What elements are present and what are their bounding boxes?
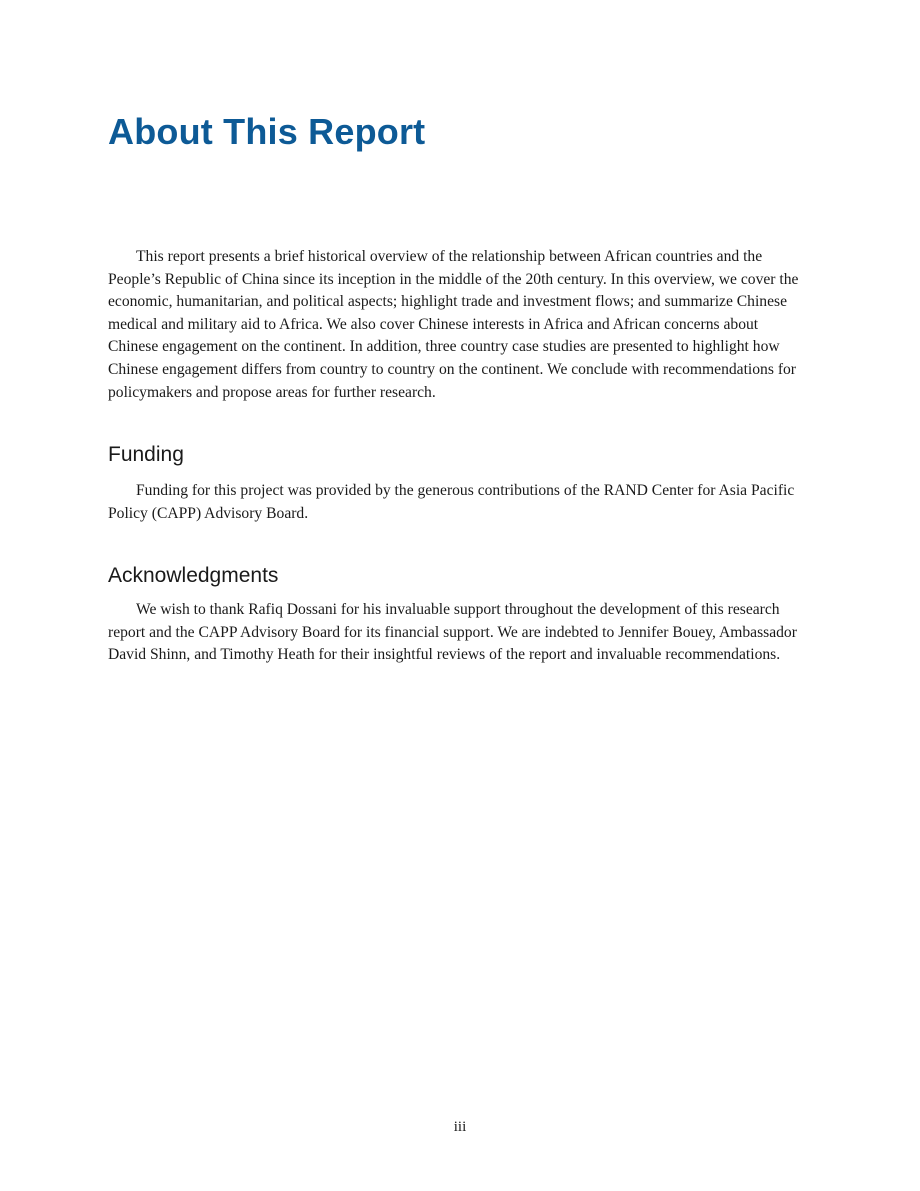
funding-paragraph: Funding for this project was provided by the generous contributions of the RAND Center for Asia Pacific Policy (CAPP) Advisory Board. [108, 482, 795, 522]
intro-paragraph: This report presents a brief historical overview of the relationship between African countries and the People’s Republic of China since its inception in the middle of the 20th century. In this overview, we cover the economic, humanitarian, and political aspects; highlight trade and investment flows; and summarize Chinese medical and military aid to Africa. We also cover Chinese interests in Africa and African concerns about Chinese engagement on the continent. In addition, three country case studies are presented to highlight how Chinese engagement differs from country to country on the continent. We conclude with recommendations for policymakers and propose areas for further research. [108, 248, 799, 401]
acknowledgments-section [108, 599, 808, 667]
acknowledgments-section-header [108, 562, 808, 590]
funding-section-header [108, 441, 808, 469]
page-number: iii [453, 1119, 467, 1135]
intro-section [108, 246, 808, 404]
acknowledgments-heading: Acknowledgments [108, 564, 279, 587]
funding-section [108, 480, 808, 525]
page-title: About This Report [108, 111, 426, 152]
acknowledgments-paragraph: We wish to thank Rafiq Dossani for his invaluable support throughout the development of this research report and the CAPP Advisory Board for its financial support. We are indebted to Jennifer Bouey, Ambassador David Shinn, and Timothy Heath for their insightful reviews of the report and invaluable recommendations. [108, 601, 797, 664]
funding-heading: Funding [108, 443, 184, 466]
